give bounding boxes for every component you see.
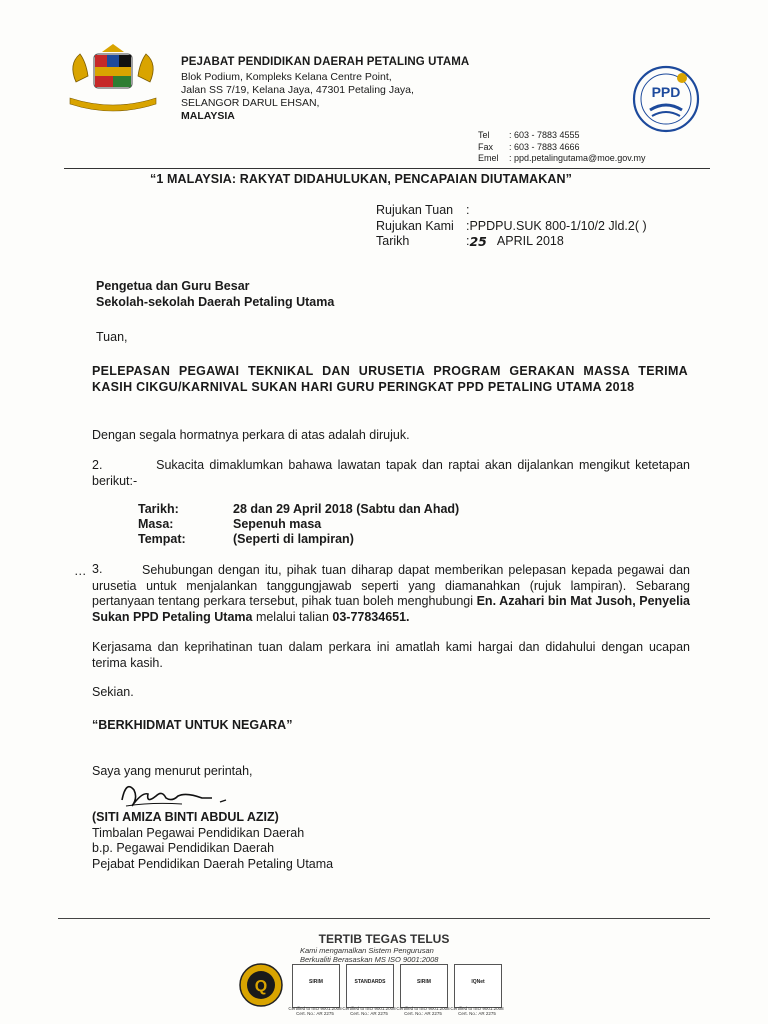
ref-value: : xyxy=(466,203,470,217)
cert-label: STANDARDS xyxy=(354,979,386,985)
contact-tel xyxy=(478,130,646,142)
cert-label: IQNet xyxy=(471,979,485,985)
recipient-line: Pengetua dan Guru Besar xyxy=(96,279,250,293)
paragraph-3-text: Sehubungan dengan itu, pihak tuan diharap dapat memberikan pelepasan kepada pegawai dan urusetia untuk menjalankan tanggungjawab seperti yang diamanahkan (rujuk lampiran). Sebarang pertanyaan tentang perkara tersebut, pihak tuan boleh menghubungi xyxy=(92,563,690,608)
ref-value: :PPDPU.SUK 800-1/10/2 Jld.2( ) xyxy=(466,218,647,233)
ref-day-handwritten: 25 xyxy=(469,234,487,249)
paragraph-1: Dengan segala hormatnya perkara di atas adalah dirujuk. xyxy=(92,428,410,442)
contact-phone: 03-77834651. xyxy=(332,609,410,624)
slogan: “1 MALAYSIA: RAKYAT DIDAHULUKAN, PENCAPAIAN DIUTAMAKAN” xyxy=(150,172,572,186)
closing-motto: “BERKHIDMAT UNTUK NEGARA” xyxy=(92,718,293,732)
ref-label: Tarikh xyxy=(376,234,410,248)
footer-motto: TERTIB TEGAS TELUS xyxy=(318,932,450,946)
recipient xyxy=(96,279,334,310)
signatory-line: Timbalan Pegawai Pendidikan Daerah xyxy=(92,825,305,840)
subject: PELEPASAN PEGAWAI TEKNIKAL DAN URUSETIA PROGRAM GERAKAN MASSA TERIMA KASIH CIKGU/KARNIVAL SUKAN HARI GURU PERINGKAT PPD PETALING UTAMA 2018 xyxy=(92,364,688,394)
cert-caption: Certified to ISO 9001:2008 Cert. No.: AR 2275 xyxy=(342,1006,396,1016)
org-address xyxy=(181,71,414,123)
event-details xyxy=(138,502,459,547)
contact-value: : ppd.petalingutama@moe.gov.my xyxy=(509,153,646,163)
footer-sub-line: Berkualiti Berasaskan MS ISO 9001:2008 xyxy=(300,955,439,964)
ref-label: Rujukan Kami xyxy=(376,218,454,233)
footer-divider xyxy=(58,918,710,919)
detail-label: Masa: xyxy=(138,517,174,531)
signatory-line: Pejabat Pendidikan Daerah Petaling Utama xyxy=(92,856,334,871)
signatory-line: b.p. Pegawai Pendidikan Daerah xyxy=(92,841,275,855)
paragraph-3-mid: melalui talian xyxy=(252,609,333,624)
paragraph-3 xyxy=(92,563,690,625)
org-name: PEJABAT PENDIDIKAN DAERAH PETALING UTAMA xyxy=(181,56,470,68)
address-line: Blok Podium, Kompleks Kelana Centre Point, xyxy=(181,71,392,83)
detail-value: (Seperti di lampiran) xyxy=(233,532,354,546)
address-line: SELANGOR DARUL EHSAN, xyxy=(181,97,320,109)
malaysia-coat-of-arms-icon xyxy=(64,42,162,114)
signatory-name: (SITI AMIZA BINTI ABDUL AZIZ) xyxy=(92,810,279,824)
cert-badge-standards xyxy=(346,964,394,1008)
margin-dots: … xyxy=(74,564,87,578)
address-line: Jalan SS 7/19, Kelana Jaya, 47301 Petaling Jaya, xyxy=(181,84,414,96)
detail-value: 28 dan 29 April 2018 (Sabtu dan Ahad) xyxy=(233,502,460,516)
paragraph-4: Kerjasama dan keprihatinan tuan dalam perkara ini amatlah kami hargai dan didahului dengan ucapan terima kasih. xyxy=(92,640,690,670)
svg-text:Q: Q xyxy=(254,978,268,995)
quality-q-logo-icon xyxy=(238,962,284,1008)
cert-label: SIRIM xyxy=(417,979,431,985)
paragraph-3-number: 3. xyxy=(92,562,103,576)
detail-time xyxy=(138,517,459,532)
header-divider xyxy=(64,168,710,169)
contact-value: : 603 - 7883 4555 xyxy=(509,130,580,140)
cert-caption: Certified to ISO 9001:2008 Cert. No.: AR 2275 xyxy=(396,1006,450,1016)
reference-block xyxy=(376,203,647,250)
cert-label: SIRIM xyxy=(309,979,323,985)
detail-venue xyxy=(138,532,459,547)
ref-date-rest: APRIL 2018 xyxy=(496,234,564,248)
salutation: Tuan, xyxy=(96,330,128,344)
contact-label: Emel xyxy=(478,153,499,163)
ref-tarikh xyxy=(376,234,647,250)
contact-label: Tel xyxy=(478,130,490,140)
ref-kami xyxy=(376,219,647,235)
detail-label: Tarikh: xyxy=(138,502,179,516)
ppd-logo-text: PPD xyxy=(651,84,681,100)
cert-badge-sirim-1 xyxy=(292,964,340,1008)
cert-caption: Certified to ISO 9001:2008 Cert. No.: AR 2275 xyxy=(450,1006,504,1016)
contact-block xyxy=(478,130,646,165)
ref-colon: : xyxy=(466,234,470,248)
closing: Sekian. xyxy=(92,685,134,699)
detail-label: Tempat: xyxy=(138,532,186,546)
cert-caption: Certified to ISO 9001:2008 Cert. No.: AR 2275 xyxy=(288,1006,342,1016)
sign-intro: Saya yang menurut perintah, xyxy=(92,764,253,778)
footer-sub-line: Kami mengamalkan Sistem Pengurusan xyxy=(300,946,434,955)
recipient-line: Sekolah-sekolah Daerah Petaling Utama xyxy=(96,294,335,309)
contact-value: : 603 - 7883 4666 xyxy=(509,141,580,152)
cert-badge-sirim-2 xyxy=(400,964,448,1008)
contact-person: En. Azahari bin Mat Jusoh, Penyelia Sukan PPD Petaling Utama xyxy=(92,594,690,624)
contact-label: Fax xyxy=(478,141,494,152)
address-country: MALAYSIA xyxy=(181,110,235,122)
ref-label: Rujukan Tuan xyxy=(376,203,454,217)
contact-fax xyxy=(478,142,646,154)
detail-value: Sepenuh masa xyxy=(233,517,322,531)
paragraph-2: 2. Sukacita dimaklumkan bahawa lawatan tapak dan raptai akan dijalankan mengikut ketetapan berikut:- xyxy=(92,458,690,488)
signatory-block xyxy=(92,810,333,872)
cert-badge-iqnet xyxy=(454,964,502,1008)
ref-tuan xyxy=(376,203,647,219)
contact-email xyxy=(478,153,646,165)
detail-date xyxy=(138,502,459,517)
footer-subtext xyxy=(300,946,438,964)
ppd-logo-icon xyxy=(628,64,704,134)
